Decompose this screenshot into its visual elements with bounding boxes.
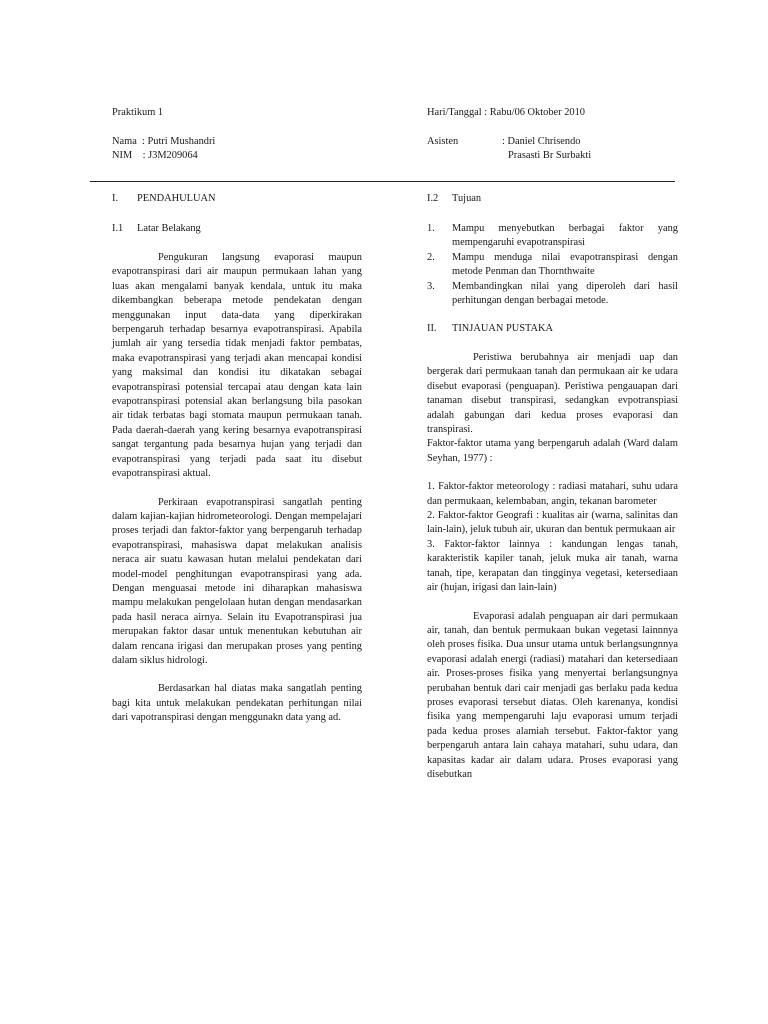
right-column-body bbox=[427, 351, 678, 782]
paragraph: Berdasarkan hal diatas maka sangatlah penting bagi kita untuk melakukan pendekatan perhitungan nilai dari vapotranspirasi dengan menggunakn data yang ad. bbox=[112, 683, 362, 724]
section-number: II. bbox=[427, 323, 437, 334]
paragraph: Perkiraan evapotranspirasi sangatlah penting dalam kajian-kajian hidrometeorologi. Dengan mempelajari proses terjadi dan faktor-faktor yang berpengaruh terhadap evapotranspirasi, mahasiswa dapat melakukan analisis neraca air suatu kawasan hutan melalui pendekatan dari model-model penghitungan evapotranspirasi yang ada. Dengan menguasai metode ini diharapkan mahasiswa mampu melakukan pengelolaan hutan dengan mendasarkan pada hasil neraca airnya. Selain itu Evapotranspirasi jua merupakan faktor dasar untuk menentukan kebutuhan air dalam rencana irigasi dan merupakan proses yang penting dalam siklus hidrologi. bbox=[112, 496, 362, 666]
list-item: 2. Mampu menduga nilai evapotranspirasi dengan metode Penman dan Thornthwaite bbox=[427, 251, 678, 278]
paragraph: Evaporasi adalah penguapan air dari permukaan air, tanah, dan bentuk permukaan bukan vegetasi lainnnya oleh proses fisika. Dua unsur utama untuk berlangsungnnya evaporasi adalah energi (radiasi) matahari dan ketersediaan air. Proses-proses fisika yang menyertai berlangsungnya perubahan bentuk dari cair menjadi gas berlaku pada kedua proses evaporasi tersebut diatas. Oleh karenanya, kondisi fisika yang mempengaruhi laju evaporasi umum terjadi pada kedua proses alamiah tersebut. Faktor-faktor yang berpengaruh antara lain cahaya matahari, suhu udara, dan kapasitas kadar air dalam udara. Proses evaporasi yang disebutkan bbox=[427, 610, 678, 780]
praktikum-label: Praktikum 1 bbox=[112, 107, 164, 118]
header-divider bbox=[90, 181, 675, 182]
list-item: 1. Mampu menyebutkan berbagai faktor yang mempengaruhi evapotranspirasi bbox=[427, 223, 678, 249]
hari-tanggal: Hari/Tanggal : Rabu/06 Oktober 2010 bbox=[427, 107, 585, 118]
nim-field: NIM : J3M209064 bbox=[112, 150, 198, 161]
section-title: TINJAUAN PUSTAKA bbox=[452, 323, 554, 334]
tujuan-list bbox=[427, 222, 678, 308]
factor-item: 2. Faktor-faktor Geografi : kualitas air (warna, salinitas dan lain-lain), jeluk tubuh air, ukuran dan bentuk permukaan air bbox=[427, 510, 678, 536]
nama-field: Nama : Putri Mushandri bbox=[112, 136, 216, 147]
section-tinjauan-pustaka-heading bbox=[427, 322, 553, 336]
subsection-title: Tujuan bbox=[452, 193, 482, 204]
section-title: PENDAHULUAN bbox=[137, 193, 216, 204]
section-pendahuluan-heading bbox=[112, 192, 216, 206]
left-column-body bbox=[112, 251, 362, 726]
factor-item: 3. Faktor-faktor lainnya : kandungan lengas tanah, karakteristik kapiler tanah, jeluk muka air tanah, warna tanah, tipe, kerapatan dan tingginya vegetasi, ketersediaan air (hujan, irigasi dan lain-lain) bbox=[427, 538, 678, 594]
paragraph: Faktor-faktor utama yang berpengaruh adalah (Ward dalam Seyhan, 1977) : bbox=[427, 438, 678, 464]
factor-item: 1. Faktor-faktor meteorology : radiasi matahari, suhu udara dan permukaan, kelembaban, angin, tekanan barometer bbox=[427, 481, 678, 507]
paragraph: Pengukuran langsung evaporasi maupun evapotranspirasi dari air maupun permukaan lahan yang luas akan mengalami banyak kendala, untuk itu maka dikembangkan beberapa metode pendekatan dengan menggunakan input data-data yang diperkirakan berpengaruh terhadap besarnya evapotranspirasi. Apabila jumlah air yang tersedia tidak menjadi faktor pembatas, maka evapotranspirasi yang terjadi akan mencapai kondisi yang maksimal dan kondisi itu dikatakan sebagai evapotranspirasi potensial tercapai atau dengan kata lain evapotranspirasi potensial akan berlangsung bila pasokan air tidak terbatas bagi stomata maupun permukaan tanah. Pada daerah-daerah yang kering besarnya evapotranspirasi sangat tergantung pada besarnya hujan yang terjadi dan evapotranspirasi yang terjadi pada saat itu disebut evapotranspirasi aktual. bbox=[112, 252, 362, 480]
subsection-tujuan-heading bbox=[427, 192, 481, 206]
asisten-name-1: : Daniel Chrisendo bbox=[502, 136, 581, 147]
subsection-latar-belakang-heading bbox=[112, 222, 201, 236]
paragraph: Peristiwa berubahnya air menjadi uap dan bergerak dari permukaan tanah dan permukaan air ke udara disebut evaporasi (penguapan). Peristiwa pengauapan dari tanaman disebut transpirasi, sedangkan evpotranspiasi adalah gabungan dari kedua proses evaporasi dan transpirasi. bbox=[427, 352, 678, 436]
subsection-title: Latar Belakang bbox=[137, 223, 201, 234]
subsection-number: I.2 bbox=[427, 193, 439, 204]
section-number: I. bbox=[112, 193, 119, 204]
asisten-label: Asisten bbox=[427, 136, 459, 147]
asisten-name-2: Prasasti Br Surbakti bbox=[508, 150, 592, 161]
list-item: 3. Membandingkan nilai yang diperoleh dari hasil perhitungan dengan berbagai metode. bbox=[427, 280, 678, 307]
subsection-number: I.1 bbox=[112, 223, 124, 234]
